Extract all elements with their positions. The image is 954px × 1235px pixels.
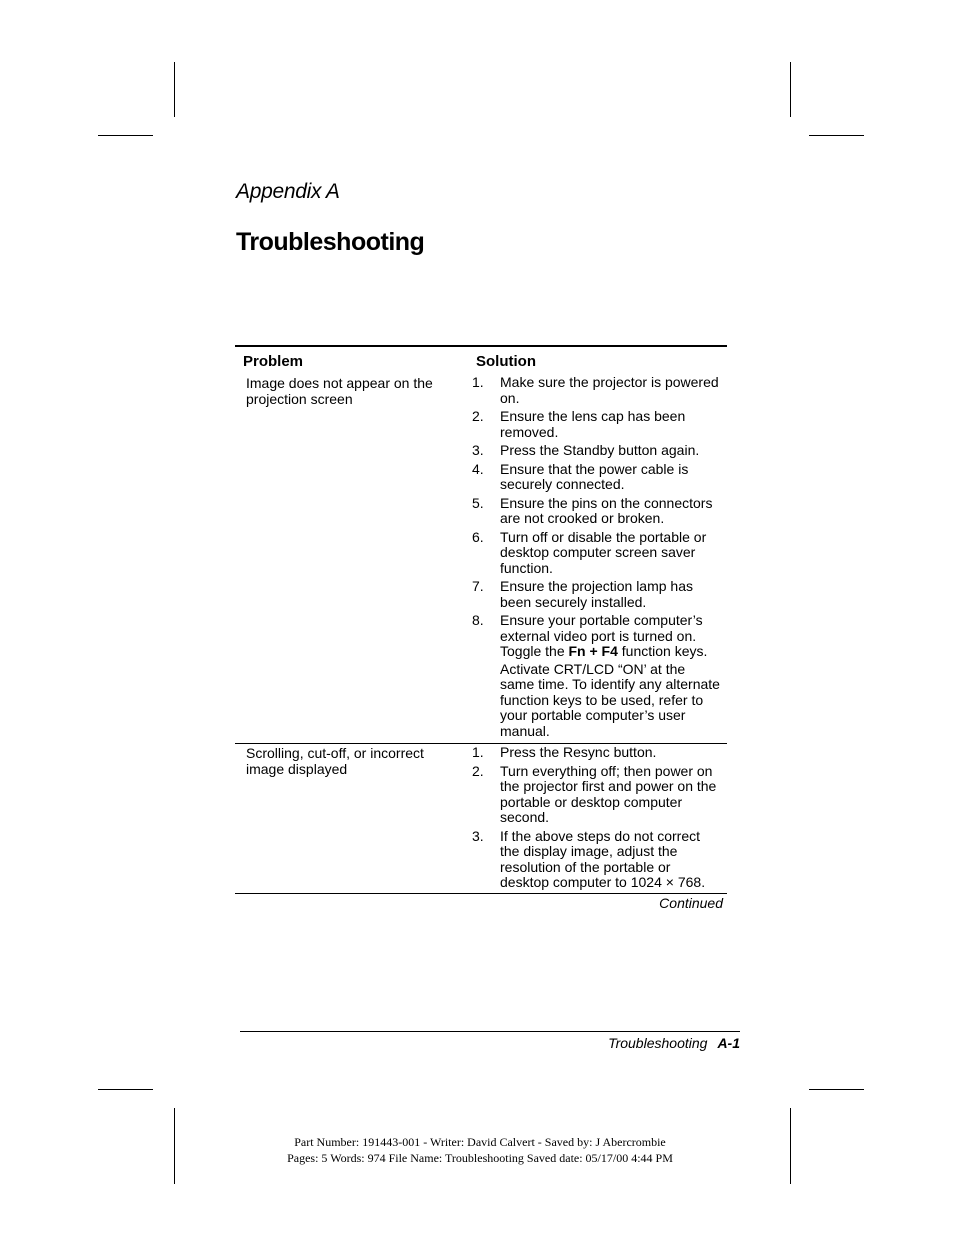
step-text: Turn off or disable the portable or desktop computer screen saver function. <box>500 528 707 576</box>
crop-mark-top-left-horizontal <box>98 135 153 136</box>
page-title: Troubleshooting <box>236 228 425 256</box>
solution-cell <box>472 745 722 894</box>
solution-step <box>472 613 722 739</box>
step-number: 4. <box>472 460 484 477</box>
page-footer <box>560 1035 740 1051</box>
footer-rule <box>240 1031 740 1032</box>
step-text: Ensure the lens cap has been removed. <box>500 408 686 440</box>
crop-mark-bottom-left-horizontal <box>98 1089 153 1090</box>
solution-step <box>472 530 722 577</box>
table-row <box>235 375 727 743</box>
step-text: Press the Standby button again. <box>500 442 700 458</box>
step-text: Ensure the projection lamp has been securely installed. <box>500 578 693 610</box>
solution-step <box>472 443 722 459</box>
solution-step <box>472 829 722 891</box>
table-top-rule <box>235 345 727 347</box>
page-number: A-1 <box>717 1035 740 1051</box>
step-text: Turn everything off; then power on the projector first and power on the portable or desktop computer second. <box>500 762 717 825</box>
crop-mark-top-right-vertical <box>790 62 791 117</box>
footer-section: Troubleshooting <box>608 1035 708 1051</box>
step-number: 1. <box>472 374 484 390</box>
step-text: Ensure the pins on the connectors are not crooked or broken. <box>500 494 713 526</box>
step-number: 5. <box>472 494 484 511</box>
document-metadata <box>180 1134 780 1166</box>
step-text: Ensure your portable computer’s external video port is turned on. Toggle the <box>500 612 703 659</box>
step-number: 2. <box>472 408 484 424</box>
step-text-after: function keys. <box>621 643 708 659</box>
step-number: 6. <box>472 528 484 545</box>
table-row <box>235 745 727 893</box>
step-number: 3. <box>472 442 484 458</box>
step-number: 3. <box>472 827 484 844</box>
crop-mark-bottom-right-horizontal <box>809 1089 864 1090</box>
step-number: 7. <box>472 578 484 594</box>
solution-step <box>472 579 722 610</box>
step-text: Make sure the projector is powered on. <box>500 374 719 406</box>
problem-column-header: Problem <box>243 353 304 370</box>
step-extra-text: Activate CRT/LCD “ON’ at the same time. To identify any alternate function keys to be used, refer to your portable computer’s user manual. <box>500 660 720 739</box>
solution-step <box>472 462 722 493</box>
continued-label: Continued <box>659 895 723 911</box>
key-combo: Fn + F4 <box>568 643 618 659</box>
step-number: 2. <box>472 762 484 779</box>
crop-mark-bottom-right-vertical <box>790 1108 791 1184</box>
step-text: If the above steps do not correct the display image, adjust the resolution of the portable or desktop computer to 1024 × 768. <box>500 827 706 890</box>
step-number: 8. <box>472 612 484 628</box>
crop-mark-bottom-left-vertical <box>174 1108 175 1184</box>
solution-step <box>472 764 722 826</box>
solution-step <box>472 375 722 406</box>
solution-step <box>472 409 722 440</box>
table-bottom-rule <box>235 893 727 894</box>
step-text: Press the Resync button. <box>500 744 657 760</box>
step-number: 1. <box>472 744 484 760</box>
solution-cell <box>472 375 722 742</box>
solution-step <box>472 496 722 527</box>
metadata-line: Pages: 5 Words: 974 File Name: Troubleshooting Saved date: 05/17/00 4:44 PM <box>287 1151 673 1165</box>
appendix-label: Appendix A <box>236 180 340 203</box>
crop-mark-top-right-horizontal <box>809 135 864 136</box>
crop-mark-top-left-vertical <box>174 62 175 117</box>
metadata-line: Part Number: 191443-001 - Writer: David Calvert - Saved by: J Abercrombie <box>294 1135 666 1149</box>
problem-cell: Image does not appear on the projection screen <box>246 375 433 407</box>
problem-cell: Scrolling, cut-off, or incorrect image displayed <box>246 745 424 777</box>
solution-column-header: Solution <box>476 353 536 370</box>
solution-step <box>472 745 722 761</box>
step-text: Ensure that the power cable is securely connected. <box>500 460 689 492</box>
